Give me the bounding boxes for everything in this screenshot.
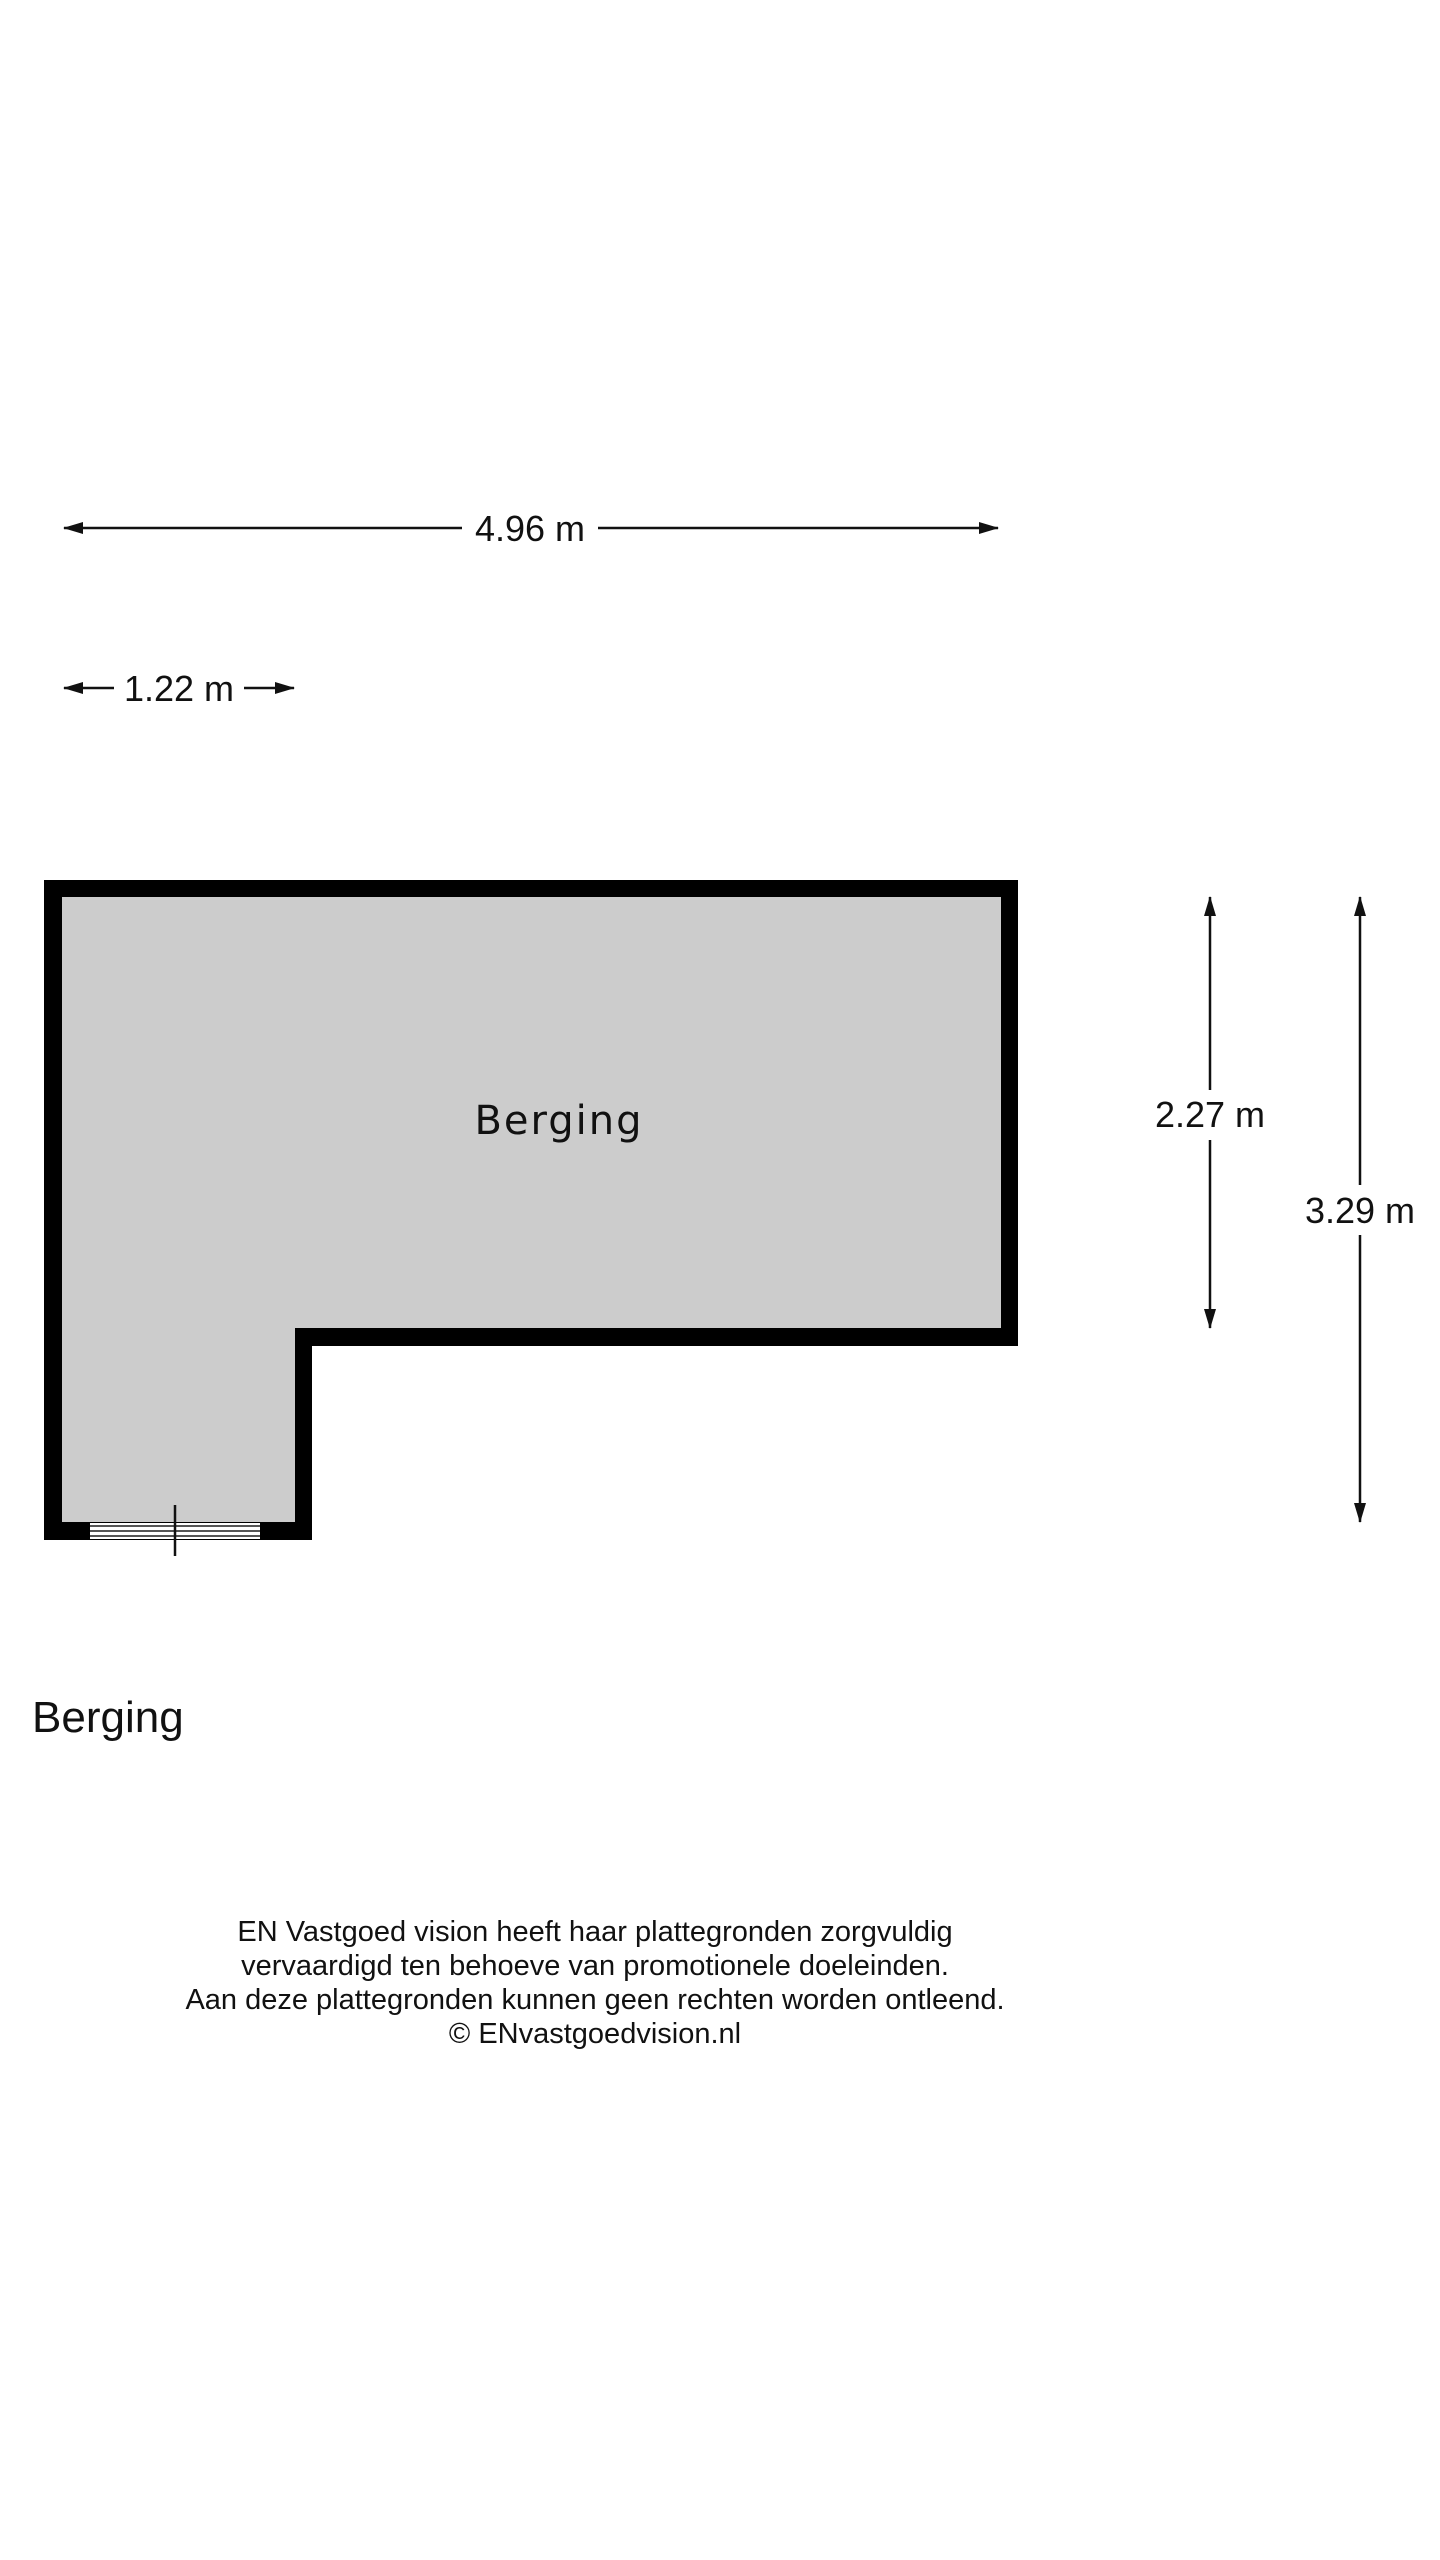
room-berging <box>44 880 1018 1556</box>
floor-title: Berging <box>32 1693 184 1742</box>
disclaimer-line: vervaardigd ten behoeve van promotionele doeleinden. <box>241 1950 949 1982</box>
disclaimer-line: EN Vastgoed vision heeft haar plattegronden zorgvuldig <box>237 1916 953 1948</box>
dimension-label-narrow-width: 1.22 m <box>123 668 235 709</box>
dimension-total-width <box>64 508 998 549</box>
dimension-total-height <box>1305 897 1415 1522</box>
dimension-label-total-height: 3.29 m <box>1304 1190 1416 1231</box>
dimension-narrow-width <box>64 668 294 709</box>
room-floor <box>62 897 1001 1522</box>
dimension-upper-height <box>1155 897 1265 1328</box>
copyright-line: © ENvastgoedvision.nl <box>448 2018 742 2050</box>
disclaimer-line: Aan deze plattegronden kunnen geen rechten worden ontleend. <box>185 1984 1005 2016</box>
dimension-label-upper-height: 2.27 m <box>1154 1094 1266 1135</box>
room-label: Berging <box>474 1098 644 1144</box>
dimension-label-total-width: 4.96 m <box>474 508 586 549</box>
disclaimer <box>0 1915 1190 2051</box>
